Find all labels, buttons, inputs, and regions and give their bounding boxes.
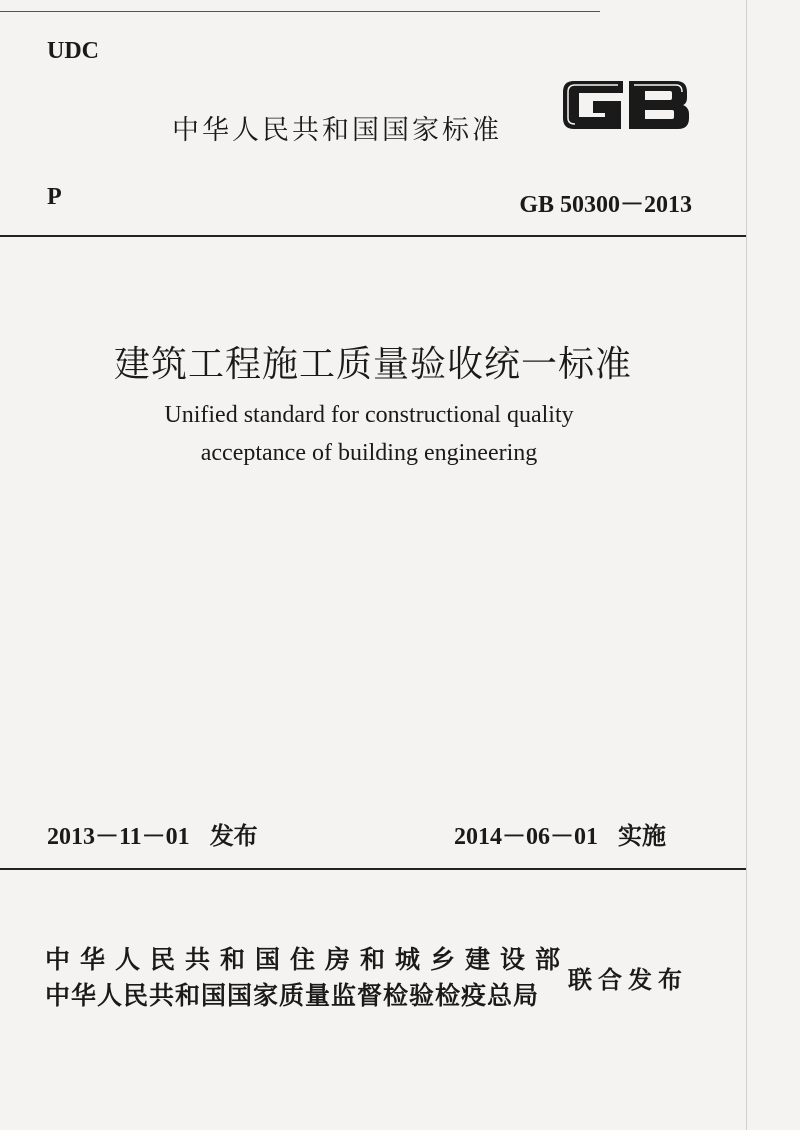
classification-code: P bbox=[47, 184, 62, 210]
gb-logo bbox=[560, 70, 692, 140]
issue-date: 2013－11－01 bbox=[47, 824, 190, 850]
issuer-ministry-housing: 中华人民共和国住房和城乡建设部 bbox=[45, 945, 571, 974]
title-english-line2: acceptance of building engineering bbox=[200, 440, 538, 466]
page-edge bbox=[746, 0, 747, 1130]
issuer-quality-administration: 中华人民共和国国家质量监督检验检疫总局 bbox=[45, 981, 540, 1010]
standard-number: GB 50300－2013 bbox=[519, 192, 692, 218]
title-english-line1: Unified standard for constructional quality bbox=[164, 402, 574, 428]
issue-date-block bbox=[47, 816, 258, 851]
national-standard-heading: 中华人民共和国国家标准 bbox=[172, 115, 502, 146]
effective-label: 实施 bbox=[618, 822, 666, 850]
effective-date-block bbox=[454, 816, 666, 851]
top-rule bbox=[0, 11, 600, 12]
effective-date: 2014－06－01 bbox=[454, 824, 598, 850]
joint-issue-label: 联合发布 bbox=[568, 966, 688, 994]
header-divider bbox=[0, 235, 746, 237]
udc-label: UDC bbox=[47, 38, 99, 64]
title-chinese: 建筑工程施工质量验收统一标准 bbox=[113, 344, 632, 385]
footer-divider bbox=[0, 868, 746, 870]
issue-label: 发布 bbox=[209, 822, 258, 850]
